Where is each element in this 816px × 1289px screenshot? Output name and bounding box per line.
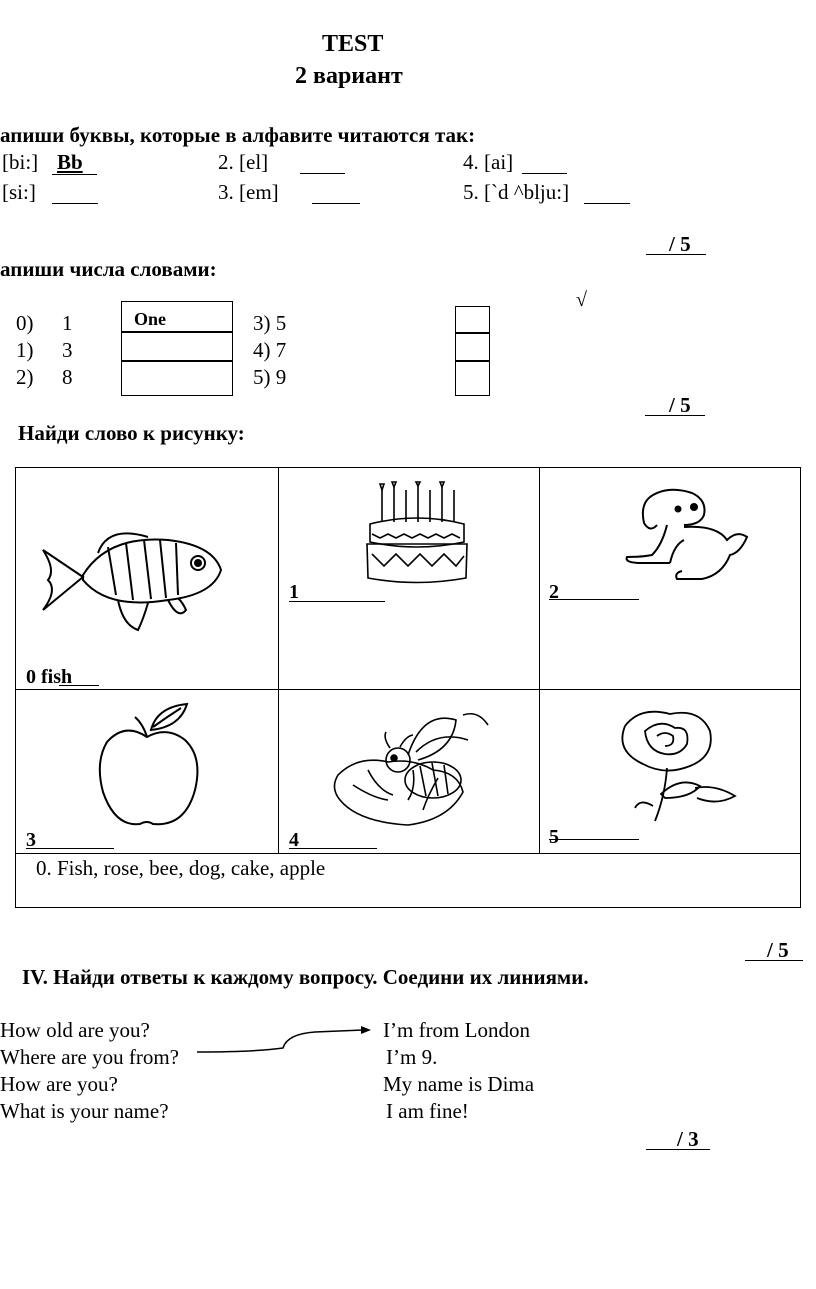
num-value-1: 3 bbox=[62, 338, 73, 362]
item-bi-label: [bi:] bbox=[2, 150, 39, 174]
score-line bbox=[646, 254, 706, 255]
answer-line-4[interactable] bbox=[289, 848, 377, 849]
score-line bbox=[745, 960, 803, 961]
rose-icon bbox=[605, 706, 740, 826]
grid-divider bbox=[15, 689, 801, 690]
num-item-2: 2) bbox=[16, 365, 34, 389]
dog-icon bbox=[622, 485, 752, 583]
score-line bbox=[645, 415, 705, 416]
answer-2[interactable]: I’m 9. bbox=[386, 1045, 438, 1069]
item-ai-label: 4. [ai] bbox=[463, 150, 514, 174]
num-value-0: 1 bbox=[62, 311, 73, 335]
answer-line-el[interactable] bbox=[300, 173, 345, 174]
question-2[interactable]: Where are you from? bbox=[0, 1045, 179, 1069]
test-title: TEST bbox=[322, 31, 384, 57]
variant-subtitle: 2 вариант bbox=[295, 63, 403, 89]
question-4[interactable]: What is your name? bbox=[0, 1099, 169, 1123]
cell-label-fish-text: 0 fish bbox=[26, 666, 73, 688]
answer-line-2[interactable] bbox=[549, 599, 639, 600]
answer-1[interactable]: I’m from London bbox=[383, 1018, 530, 1042]
fish-icon bbox=[38, 525, 228, 635]
question-3[interactable]: How are you? bbox=[0, 1072, 118, 1096]
apple-icon bbox=[95, 702, 205, 832]
connecting-arrow bbox=[195, 1022, 375, 1058]
cell-label-fish bbox=[26, 667, 72, 687]
num-right-5: 5) 9 bbox=[253, 365, 287, 389]
item-em-label: 3. [em] bbox=[218, 180, 279, 204]
num-right-4: 4) 7 bbox=[253, 338, 287, 362]
answer-4[interactable]: I am fine! bbox=[386, 1099, 469, 1123]
cell-label-3: 3 bbox=[26, 829, 36, 851]
section2-score: / 5 bbox=[669, 393, 691, 417]
section1-heading: апиши буквы, которые в алфавите читаются так: bbox=[0, 123, 476, 147]
num-right-3: 3) 5 bbox=[253, 311, 287, 335]
check-mark: √ bbox=[576, 289, 587, 311]
answer-line-dblju[interactable] bbox=[584, 203, 630, 204]
answer-box-4[interactable] bbox=[455, 332, 490, 362]
cell-label-1: 1 bbox=[289, 581, 299, 603]
cake-icon bbox=[362, 482, 472, 587]
answer-line-ai[interactable] bbox=[522, 173, 567, 174]
grid-divider bbox=[539, 467, 540, 853]
answer-box-3[interactable] bbox=[455, 306, 490, 334]
answer-line-3[interactable] bbox=[26, 848, 114, 849]
answer-line-5[interactable] bbox=[549, 839, 639, 840]
answer-line bbox=[52, 174, 97, 175]
question-1[interactable]: How old are you? bbox=[0, 1018, 150, 1042]
answer-line-em[interactable] bbox=[312, 203, 360, 204]
num-value-2: 8 bbox=[62, 365, 73, 389]
answer-line-1[interactable] bbox=[289, 601, 385, 602]
grid-divider bbox=[278, 467, 279, 853]
cell-label-5: 5 bbox=[549, 826, 559, 848]
section4-heading: IV. Найди ответы к каждому вопросу. Соедини их линиями. bbox=[22, 965, 589, 989]
answer-box-1[interactable] bbox=[121, 331, 233, 362]
section3-score: / 5 bbox=[767, 938, 789, 962]
item-dblju-label: 5. [`d ^blju:] bbox=[463, 180, 570, 204]
item-si-label: [si:] bbox=[2, 180, 36, 204]
word-bank: 0. Fish, rose, bee, dog, cake, apple bbox=[36, 856, 326, 880]
section3-heading: Найди слово к рисунку: bbox=[18, 421, 245, 445]
answer-box-5[interactable] bbox=[455, 360, 490, 396]
bee-icon bbox=[328, 700, 498, 830]
answer-box-2[interactable] bbox=[121, 360, 233, 396]
answer-3[interactable]: My name is Dima bbox=[383, 1072, 535, 1096]
cell-label-4: 4 bbox=[289, 829, 299, 851]
score-line bbox=[646, 1149, 710, 1150]
answer-line bbox=[59, 685, 99, 686]
answer-line-si[interactable] bbox=[52, 203, 98, 204]
answer-box-0[interactable] bbox=[121, 301, 233, 333]
item-bi-answer: Bb bbox=[57, 150, 83, 174]
section4-score: / 3 bbox=[677, 1127, 699, 1151]
section1-score: / 5 bbox=[669, 232, 691, 256]
item-el-label: 2. [el] bbox=[218, 150, 269, 174]
grid-divider bbox=[15, 853, 801, 854]
num-item-1: 1) bbox=[16, 338, 34, 362]
num-item-0: 0) bbox=[16, 311, 34, 335]
section2-heading: апиши числа словами: bbox=[0, 257, 217, 281]
answer-box-0-text: One bbox=[134, 309, 167, 329]
cell-label-2: 2 bbox=[549, 581, 559, 603]
